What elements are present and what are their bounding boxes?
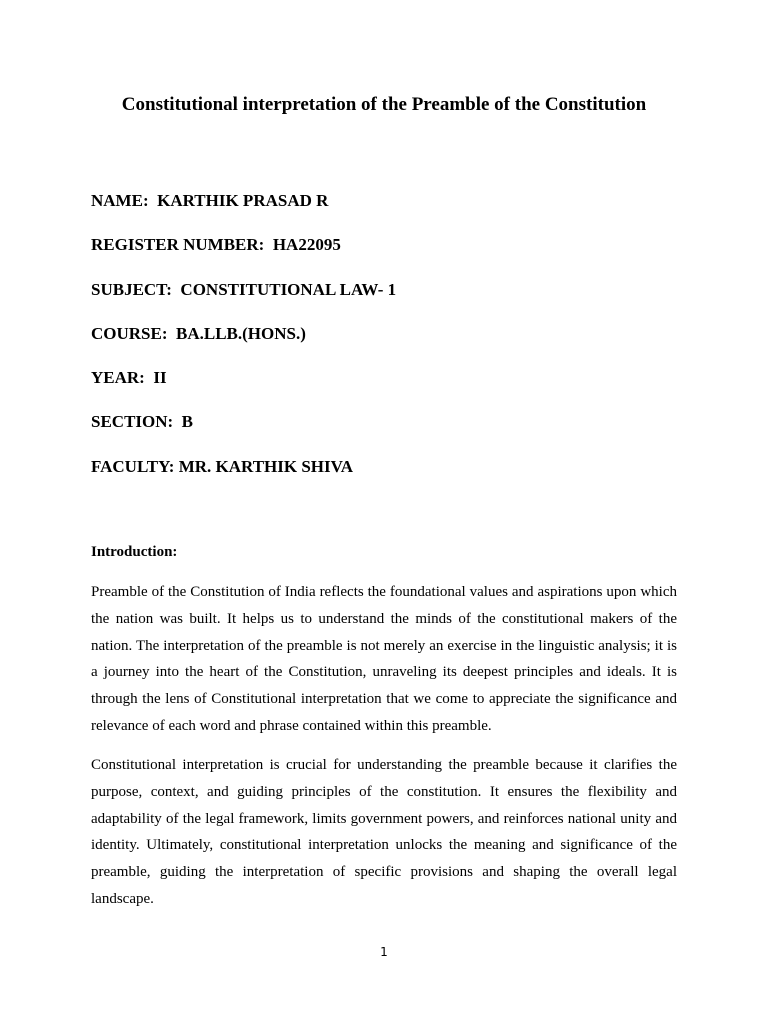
course-field: COURSE: BA.LLB.(HONS.) (91, 323, 306, 343)
section-field: SECTION: B (91, 412, 194, 432)
year-field: YEAR: II (91, 368, 167, 388)
introduction-heading: Introduction: (91, 544, 178, 560)
introduction-paragraph-2: Constitutional interpretation is crucial for understanding the preamble because it clarifies the purpose, context, and guiding principles of the constitution. It ensures the flexibility and adaptability of the legal framework, limits government powers, and reinforces national unity and identity. Ultimately, constitutional interpretation unlocks the meaning and significance of the preamble, guiding the interpretation of specific provisions and shaping the overall legal landscape. (91, 757, 677, 907)
subject-field: SUBJECT: CONSTITUTIONAL LAW- 1 (91, 279, 397, 299)
name-field: NAME: KARTHIK PRASAD R (91, 191, 329, 210)
faculty-field: FACULTY: MR. KARTHIK SHIVA (91, 456, 354, 476)
student-details (91, 189, 691, 499)
page-number: 1 (380, 945, 388, 959)
introduction-paragraph-1: Preamble of the Constitution of India reflects the foundational values and aspirations upon which the nation was built. It helps us to understand the minds of the constitutional makers of the nation. The interpretation of the preamble is not merely an exercise in the linguistic analysis; it is a journey into the heart of the Constitution, unraveling its deepest principles and ideals. It is through the lens of Constitutional interpretation that we come to appreciate the significance and relevance of each word and phrase contained within this preamble. (91, 584, 677, 734)
document-title: Constitutional interpretation of the Preamble of the Constitution (121, 94, 647, 115)
register-number-field: REGISTER NUMBER: HA22095 (91, 235, 341, 255)
